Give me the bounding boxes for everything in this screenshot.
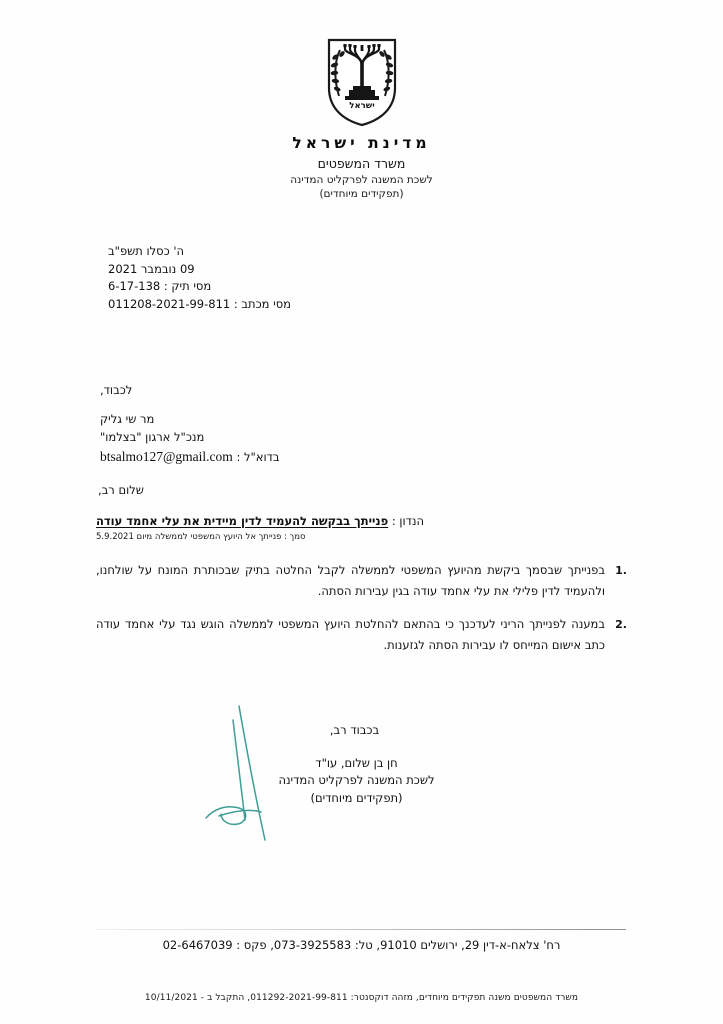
addressee-email-row (100, 446, 723, 467)
addressee-block (100, 381, 723, 468)
letter-body (96, 560, 627, 668)
subject-line (96, 514, 627, 528)
subject-reference: סמך : פנייתך אל היועץ המשפטי לממשלה מיום 5.9.2021 (96, 532, 306, 542)
addressee-title: מנכ"ל ארגון "בצלמו" (100, 430, 205, 445)
israel-state-emblem-icon (323, 36, 401, 128)
letterhead (0, 133, 723, 202)
signer-name: חן בן שלום, עו"ד (315, 756, 398, 770)
email-address[interactable]: btsalmo127@gmail.com (100, 449, 233, 465)
hebrew-date: ה' כסלו תשפ"ב (108, 244, 185, 258)
body-paragraph (96, 560, 627, 602)
letterhead-unit: (תפקידים מיוחדים) (319, 187, 404, 200)
subject-label: הנדון : (391, 514, 425, 528)
greeting: שלום רב, (98, 483, 144, 497)
letterhead-ministry: משרד המשפטים (317, 156, 406, 172)
letterhead-bureau: לשכת המשנה לפרקליט המדינה (290, 173, 433, 186)
footer-address: רח' צלאח-א-דין 29, ירושלים 91010, טל: 073-3925583, פקס : 02-6467039 (162, 938, 561, 952)
gregorian-date: 09 נובמבר 2021 (108, 261, 195, 276)
letter-number: מסי מכתב : 011208-2021-99-811 (108, 296, 291, 311)
signer-unit: (תפקידים מיוחדים) (310, 790, 403, 805)
footer-divider (97, 929, 626, 930)
reception-stamp: משרד המשפטים משנה תפקידים מיוחדים, מזהה דוקסנטר: 011292-2021-99-811, התקבל ב - 10/11/2021 (144, 993, 579, 1003)
body-paragraph (96, 614, 627, 656)
emblem-caption: ישראל (348, 101, 375, 111)
subject-value: פנייתך בבקשה להעמיד לדין מיידית את עלי אחמד עודה (96, 514, 389, 528)
signer-bureau: לשכת המשנה לפרקליט המדינה (278, 773, 435, 788)
paragraph-text: במענה לפנייתך הריני לעדכנך כי בהתאם להחלטת היועץ המשפטי לממשלה הוגש נגד עלי אחמד עודה כתב אישום המייחס לו עבירות הסתה לגזענות. (96, 616, 605, 652)
signature-block (0, 755, 723, 807)
email-label: בדוא"ל : (236, 450, 280, 465)
paragraph-number: 2. (615, 617, 627, 631)
emblem-container (0, 36, 723, 128)
file-number: מסי תיק : 6-17-138 (108, 279, 212, 294)
letterhead-state: מדינת ישראל (292, 134, 431, 152)
paragraph-text: בפנייתך שבסמך ביקשת מהיועץ המשפטי לממשלה לקבל החלטה בתיק שבכותרת המונח על שולחנו, ולהעמיד לדין פלילי את עלי אחמד עודה בגין עבירות הסתה. (96, 563, 605, 598)
addressee-name: מר שי גליק (100, 412, 155, 427)
addressee-salutation: לכבוד, (100, 383, 133, 397)
signature-closing: בכבוד רב, (329, 723, 380, 737)
paragraph-number: 1. (615, 564, 627, 577)
reference-block (108, 243, 723, 313)
